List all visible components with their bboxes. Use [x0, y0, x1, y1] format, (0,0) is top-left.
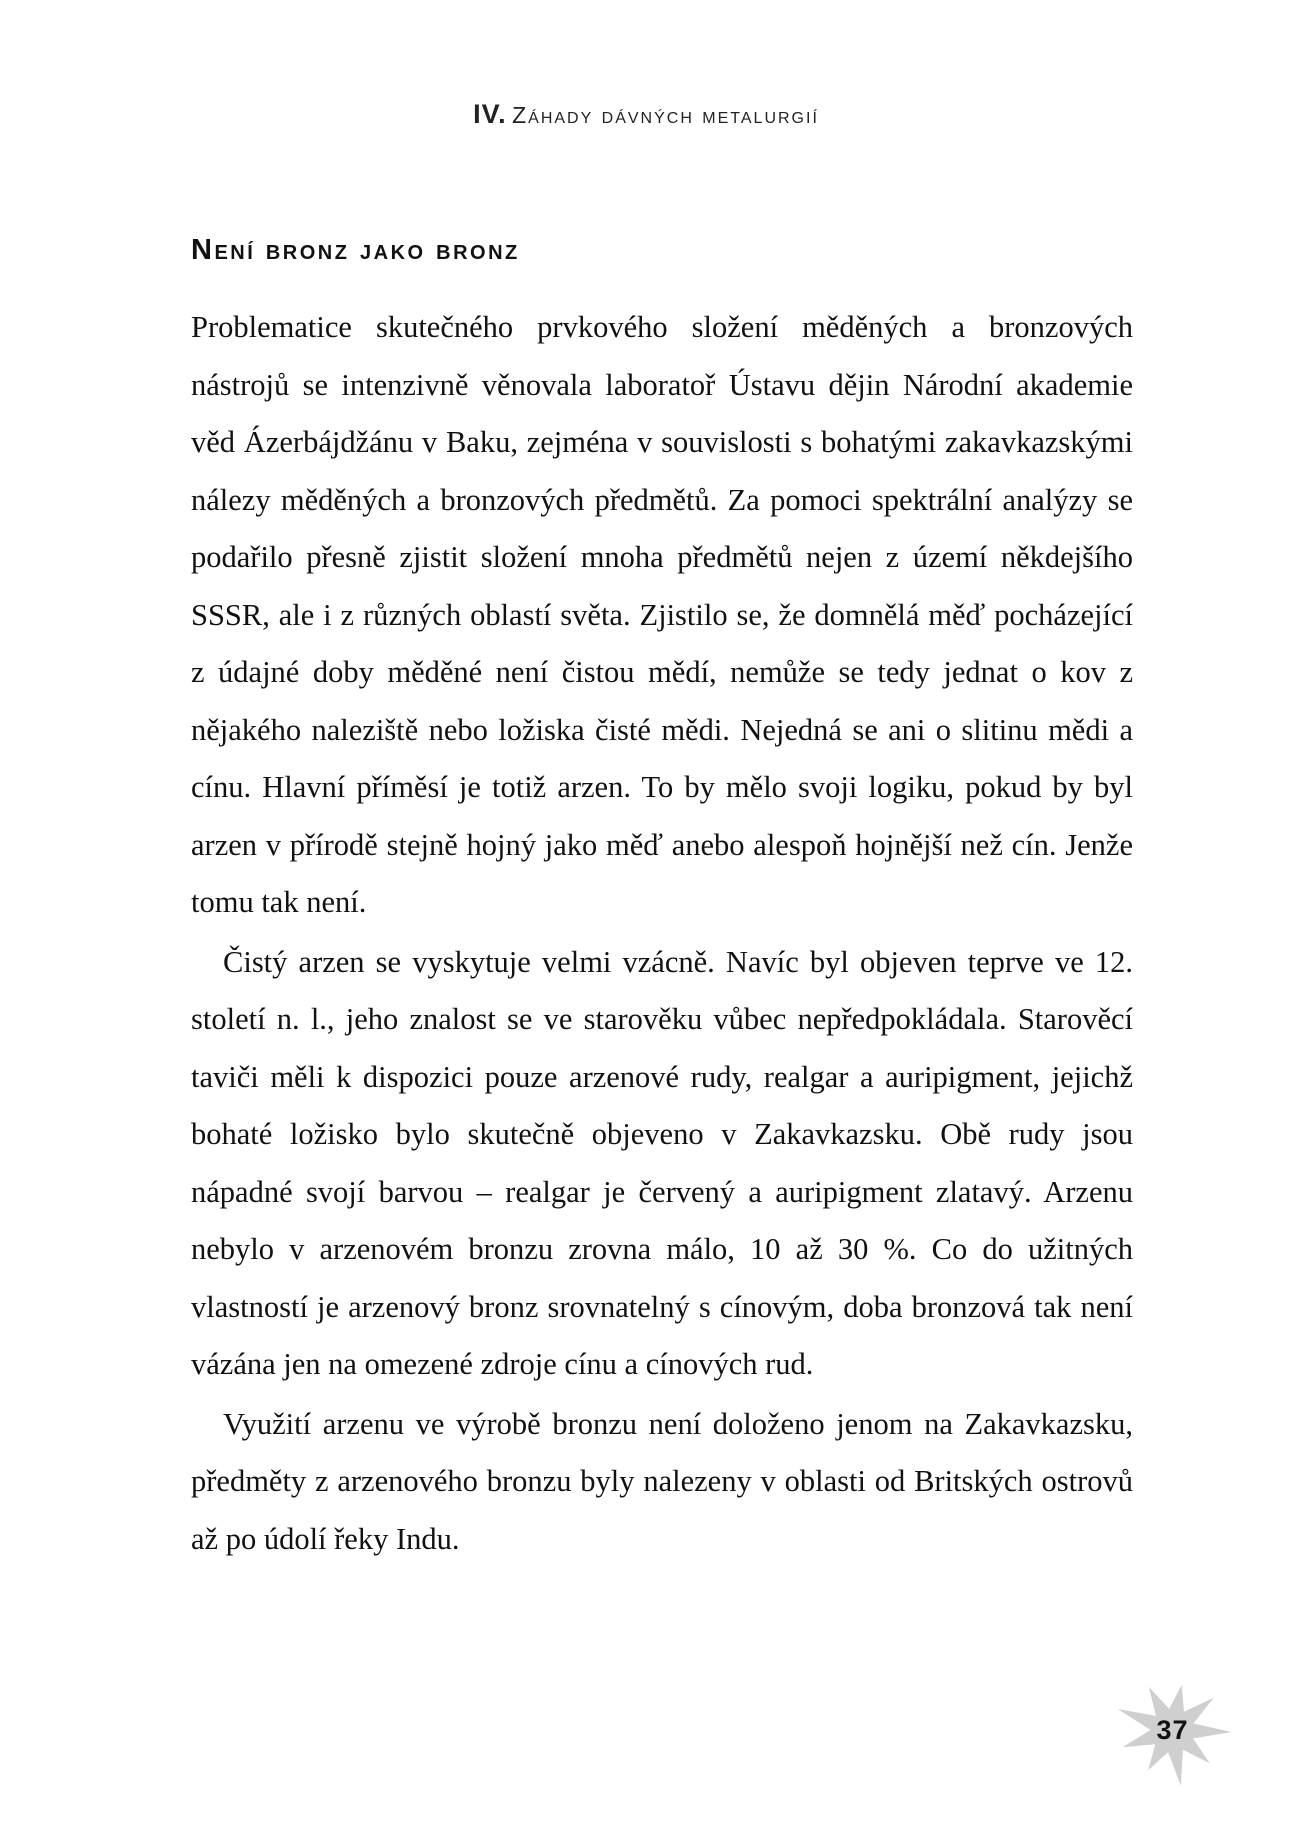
paragraph-1: Problematice skutečného prvkového složení měděných a bronzových nástrojů se intenzivně věnovala laboratoř Ústavu dějin Národní akademie věd Ázerbájdžánu v Baku, zejména v souvislosti s bohatými zakavkazskými nálezy měděných a bronzových předmětů. Za pomoci spektrální analýzy se podařilo přesně zjistit složení mnoha předmětů nejen z území někdejšího SSSR, ale i z různých oblastí světa. Zjistilo se, že domnělá měď pocházející z údajné doby měděné není čistou mědí, nemůže se tedy jednat o kov z nějakého naleziště nebo ložiska čisté mědi. Nejedná se ani o slitinu mědi a cínu. Hlavní příměsí je totiž arzen. To by mělo svoji logiku, pokud by byl arzen v přírodě stejně hojný jako měď anebo alespoň hojnější než cín. Jenže tomu tak není. — [191, 310, 1133, 919]
page-number-badge — [1105, 1663, 1240, 1798]
page-number: 37 — [1156, 1715, 1189, 1745]
paragraph-3: Využití arzenu ve výrobě bronzu není doloženo jenom na Zakavkazsku, předměty z arzenového bronzu byly nalezeny v oblasti od Britských ostrovů až po údolí řeky Indu. — [191, 1406, 1133, 1556]
running-header — [0, 99, 1292, 130]
chapter-title: Záhady dávných metalurgií — [512, 102, 819, 128]
section-heading: Není bronz jako bronz — [191, 234, 520, 266]
body-text — [191, 299, 1133, 1570]
paragraph-2: Čistý arzen se vyskytuje velmi vzácně. Navíc byl objeven teprve ve 12. století n. l., jeho znalost se ve starověku vůbec nepředpokládala. Starověcí taviči měli k dispozici pouze arzenové rudy, realgar a auripigment, jejichž bohaté ložisko bylo skutečně objeveno v Zakavkazsku. Obě rudy jsou nápadné svojí barvou – realgar je červený a auripigment zlatavý. Arzenu nebylo v arzenovém bronzu zrovna málo, 10 až 30 %. Co do užitných vlastností je arzenový bronz srovnatelný s cínovým, doba bronzová tak není vázána jen na omezené zdroje cínu a cínových rud. — [191, 944, 1133, 1381]
chapter-number: IV. — [473, 99, 507, 129]
